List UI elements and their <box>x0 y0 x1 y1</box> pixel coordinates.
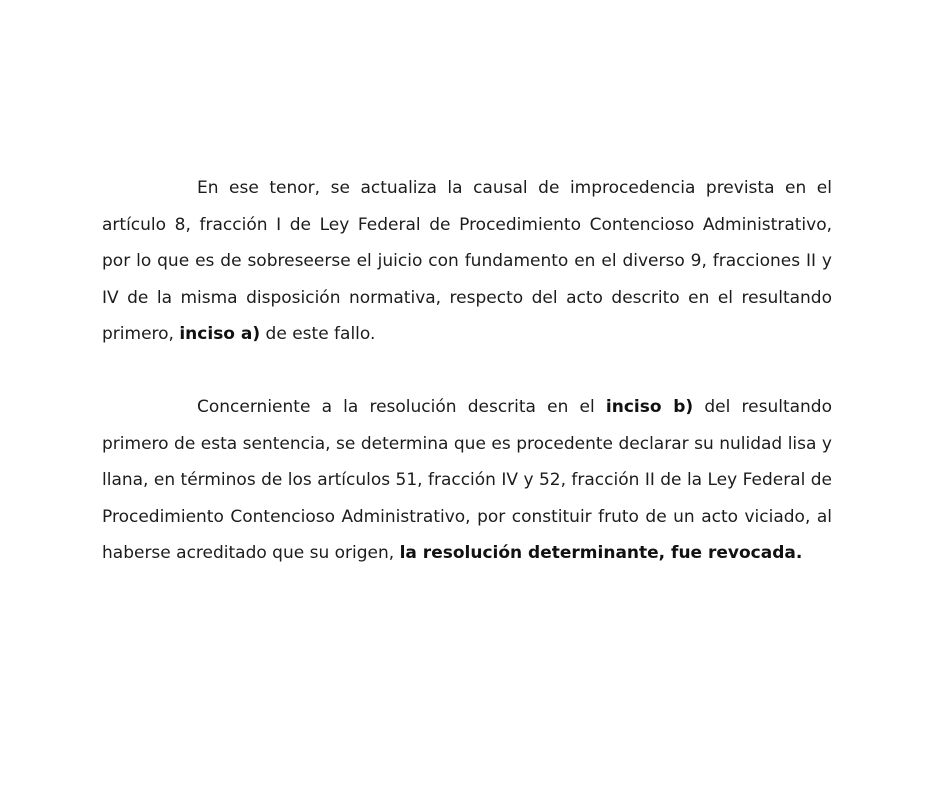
paragraph-1-text: En ese tenor, se actualiza la causal de improcedencia prevista en el artículo 8, fracción I de Ley Federal de Procedimiento Contencioso Administrativo, por lo que es de sobreseerse el juicio con fundamento en el diverso 9, fracciones II y IV de la misma disposición normativa, respecto del acto descrito en el resultando primero, <box>102 178 832 344</box>
paragraph-2-bold-inciso-b: inciso b) <box>605 397 694 417</box>
paragraph-nulidad <box>102 389 832 572</box>
paragraph-2-text: Concerniente a la resolución descrita en el <box>197 397 606 417</box>
paragraph-2-bold-conclusion: la resolución determinante, fue revocada. <box>399 543 803 563</box>
paragraph-improcedencia <box>102 170 832 353</box>
paragraph-1-text-end: de este fallo. <box>260 324 376 344</box>
paragraph-2-text-middle: del resultando primero de esta sentencia, se determina que es procedente declarar su nulidad lisa y llana, en términos de los artículos 51, fracción IV y 52, fracción II de la Ley Federal de Procedimiento Contencioso Administrativo, por constituir fruto de un acto viciado, al haberse acreditado que su origen, <box>102 397 832 563</box>
paragraph-1-bold-inciso-a: inciso a) <box>179 324 261 344</box>
document-body <box>102 170 832 572</box>
